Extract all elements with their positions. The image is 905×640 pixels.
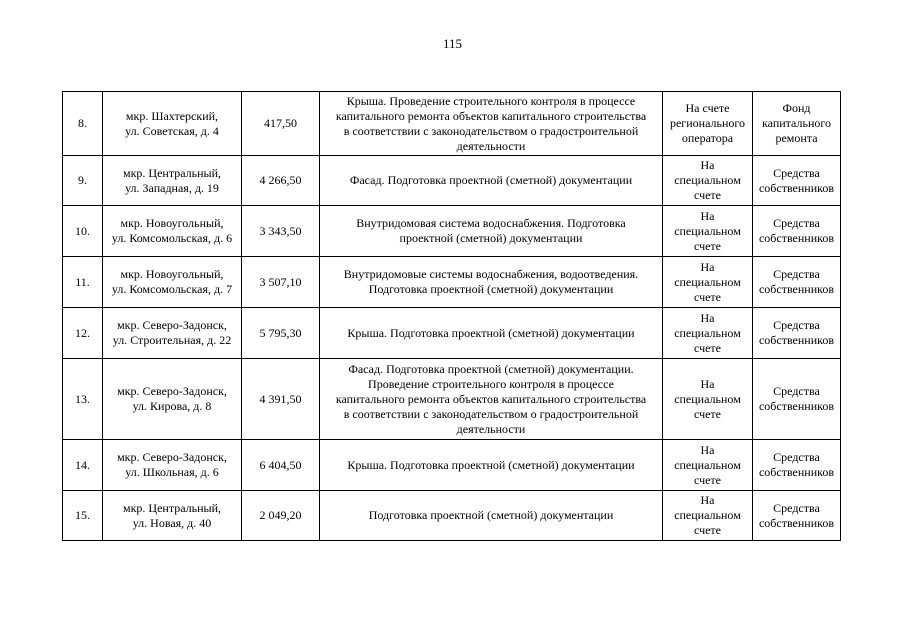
row-number-cell: 11.: [63, 257, 103, 308]
account-type-cell-line: счете: [693, 238, 722, 253]
funding-source-cell-line: Средства: [773, 165, 820, 180]
row-number-cell: 10.: [63, 206, 103, 257]
account-type-cell-line: специальном: [674, 508, 741, 522]
area-cell: 417,50: [242, 92, 320, 156]
account-type-cell-line: счете: [693, 188, 722, 202]
address-cell-line: мкр. Шахтерский,: [125, 108, 219, 123]
work-description-cell-line: Подготовка проектной (сметной) документации: [368, 282, 614, 296]
account-type-cell: [663, 440, 753, 491]
row-number-cell: 8.: [63, 92, 103, 156]
account-type-cell-line: На: [700, 158, 715, 172]
account-type-cell-line: На: [700, 310, 715, 325]
address-cell-line: ул. Советская, д. 4: [125, 123, 219, 138]
address-cell: [103, 156, 242, 206]
table-row: [63, 440, 841, 491]
account-type-cell: [663, 491, 753, 541]
address-cell-line: мкр. Центральный,: [122, 165, 222, 180]
work-description-cell-line: Внутридомовая система водоснабжения. Подготовка: [356, 216, 626, 230]
funding-source-cell-line: ремонта: [775, 131, 818, 145]
work-description-cell-line: Подготовка проектной (сметной) документации: [368, 508, 614, 522]
account-type-cell-line: На: [700, 376, 715, 391]
funding-source-cell-line: собственников: [758, 333, 835, 347]
address-cell-line: мкр. Северо-Задонск,: [117, 318, 227, 332]
page-number: 115: [442, 36, 463, 51]
funding-source-cell-line: собственников: [758, 231, 835, 245]
work-description-cell-line: деятельности: [456, 421, 526, 436]
address-cell-line: ул. Строительная, д. 22: [112, 333, 232, 347]
funding-source-cell: [753, 308, 841, 359]
address-cell-line: мкр. Северо-Задонск,: [117, 384, 227, 398]
address-cell-line: мкр. Новоугольный,: [120, 267, 224, 281]
funding-source-cell-line: Средства: [773, 450, 820, 464]
area-cell: 4 391,50: [242, 359, 320, 440]
address-cell-line: ул. Кирова, д. 8: [132, 399, 212, 413]
table-row: [63, 92, 841, 156]
work-description-cell-line: в соответствии с законодательством о градостроительной: [343, 123, 639, 138]
address-cell-line: ул. Школьная, д. 6: [125, 465, 219, 479]
area-cell: 2 049,20: [242, 491, 320, 541]
funding-source-cell-line: Средства: [773, 318, 820, 332]
account-type-cell: [663, 92, 753, 156]
work-description-cell-line: Фасад. Подготовка проектной (сметной) документации: [349, 173, 633, 187]
work-description-cell-line: Внутридомовые системы водоснабжения, водоотведения.: [343, 267, 639, 281]
funding-source-cell: [753, 491, 841, 541]
account-type-cell-line: оператора: [681, 131, 734, 145]
work-description-cell-line: капитального ремонта объектов капитального строительства: [335, 391, 647, 406]
address-cell-line: ул. Западная, д. 19: [125, 180, 219, 195]
account-type-cell: [663, 308, 753, 359]
account-type-cell-line: специальном: [674, 457, 741, 472]
area-cell: 5 795,30: [242, 308, 320, 359]
account-type-cell-line: регионального: [669, 116, 746, 130]
account-type-cell-line: специальном: [674, 223, 741, 238]
work-description-cell-line: Крыша. Подготовка проектной (сметной) документации: [347, 457, 635, 472]
account-type-cell: [663, 257, 753, 308]
work-description-cell: [320, 257, 663, 308]
work-description-cell-line: Крыша. Подготовка проектной (сметной) документации: [347, 325, 635, 340]
account-type-cell-line: специальном: [674, 391, 741, 406]
work-description-cell-line: Крыша. Проведение строительного контроля в процессе: [346, 93, 636, 108]
work-description-cell: [320, 440, 663, 491]
account-type-cell-line: счете: [693, 523, 722, 537]
row-number-cell: 14.: [63, 440, 103, 491]
row-number-cell: 9.: [63, 156, 103, 206]
account-type-cell: [663, 359, 753, 440]
address-cell-line: ул. Новая, д. 40: [132, 515, 212, 530]
area-cell: 3 507,10: [242, 257, 320, 308]
area-cell: 6 404,50: [242, 440, 320, 491]
funding-source-cell-line: капитального: [762, 116, 831, 130]
account-type-cell-line: На счете: [685, 101, 730, 115]
row-number-cell: 15.: [63, 491, 103, 541]
funding-source-cell-line: собственников: [758, 399, 835, 413]
work-description-cell: [320, 92, 663, 156]
funding-source-cell: [753, 359, 841, 440]
table-row: [63, 359, 841, 440]
address-cell-line: ул. Комсомольская, д. 6: [111, 231, 233, 245]
account-type-cell-line: специальном: [674, 173, 741, 187]
work-description-cell-line: Проведение строительного контроля в процессе: [368, 376, 614, 391]
account-type-cell-line: специальном: [674, 274, 741, 289]
account-type-cell-line: На: [700, 259, 715, 274]
address-cell: [103, 206, 242, 257]
address-cell-line: мкр. Северо-Задонск,: [117, 450, 227, 464]
funding-source-cell: [753, 440, 841, 491]
work-description-cell-line: проектной (сметной) документации: [399, 231, 583, 245]
account-type-cell-line: счете: [693, 406, 722, 421]
work-description-cell-line: в соответствии с законодательством о градостроительной: [343, 406, 639, 421]
account-type-cell-line: На: [700, 208, 715, 223]
work-description-cell: [320, 359, 663, 440]
work-description-cell: [320, 308, 663, 359]
row-number-cell: 12.: [63, 308, 103, 359]
address-cell-line: ул. Комсомольская, д. 7: [111, 282, 233, 296]
address-cell: [103, 359, 242, 440]
account-type-cell-line: специальном: [674, 325, 741, 340]
account-type-cell: [663, 206, 753, 257]
row-number-cell: 13.: [63, 359, 103, 440]
repair-works-table: [62, 91, 841, 541]
funding-source-cell: [753, 92, 841, 156]
funding-source-cell-line: Средства: [773, 216, 820, 230]
account-type-cell-line: счете: [693, 472, 722, 487]
address-cell: [103, 92, 242, 156]
funding-source-cell-line: собственников: [758, 465, 835, 479]
funding-source-cell: [753, 206, 841, 257]
work-description-cell-line: деятельности: [456, 138, 526, 153]
table-row: [63, 308, 841, 359]
account-type-cell: [663, 156, 753, 206]
work-description-cell: [320, 206, 663, 257]
work-description-cell-line: капитального ремонта объектов капитального строительства: [335, 108, 647, 123]
address-cell: [103, 440, 242, 491]
account-type-cell-line: счете: [693, 289, 722, 304]
address-cell: [103, 308, 242, 359]
funding-source-cell-line: собственников: [758, 515, 835, 530]
funding-source-cell-line: Средства: [773, 267, 820, 281]
table-row: [63, 206, 841, 257]
account-type-cell-line: На: [700, 493, 715, 507]
area-cell: 4 266,50: [242, 156, 320, 206]
funding-source-cell-line: Средства: [773, 384, 820, 398]
work-description-cell: [320, 491, 663, 541]
funding-source-cell-line: собственников: [758, 282, 835, 296]
address-cell-line: мкр. Новоугольный,: [120, 216, 224, 230]
funding-source-cell-line: Фонд: [782, 101, 811, 115]
table-row: [63, 491, 841, 541]
table-row: [63, 156, 841, 206]
table-row: [63, 257, 841, 308]
address-cell: [103, 491, 242, 541]
funding-source-cell: [753, 156, 841, 206]
funding-source-cell-line: собственников: [758, 180, 835, 195]
address-cell-line: мкр. Центральный,: [122, 500, 222, 515]
address-cell: [103, 257, 242, 308]
work-description-cell-line: Фасад. Подготовка проектной (сметной) документации.: [348, 361, 634, 376]
account-type-cell-line: На: [700, 442, 715, 457]
funding-source-cell-line: Средства: [773, 500, 820, 515]
funding-source-cell: [753, 257, 841, 308]
area-cell: 3 343,50: [242, 206, 320, 257]
account-type-cell-line: счете: [693, 340, 722, 355]
work-description-cell: [320, 156, 663, 206]
